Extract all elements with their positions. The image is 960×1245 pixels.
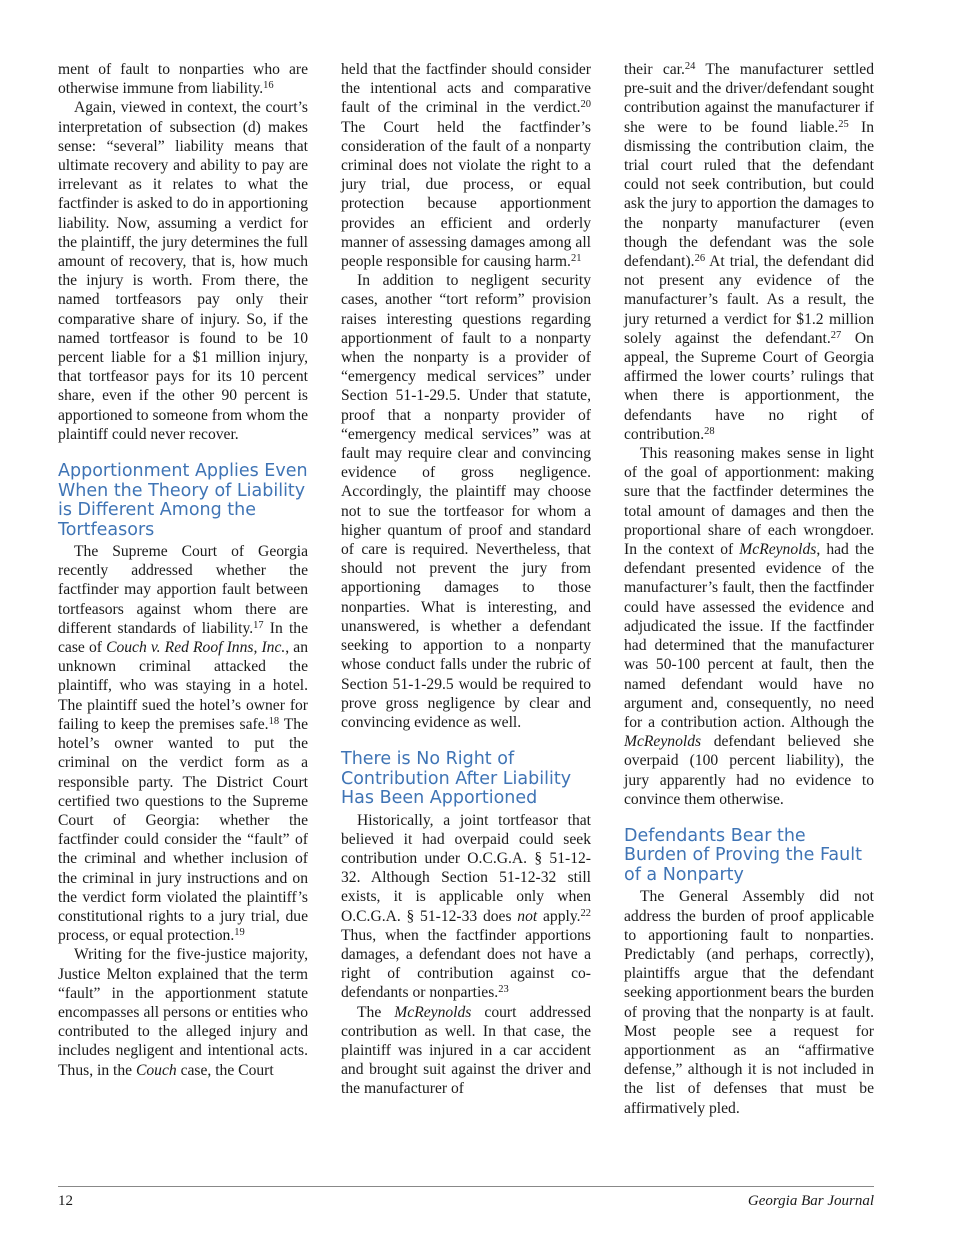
text: The Court held the factfinder’s consideration of the fault of a nonparty criminal does not violate the right to a jury trial, due process, or equal protection because apportionment provides an efficient and orderly manner of assessing damages among all people responsible for causing harm. <box>341 118 591 271</box>
text: The Supreme Court of Georgia recently addressed whether the factfinder may apportion fault between tortfeasors against whom there are different standards of liability. <box>58 543 308 637</box>
text: The <box>357 1003 395 1021</box>
section-heading: There is No Right of Contribution After Liability Has Been Apportioned <box>341 749 572 809</box>
text: The hotel’s owner wanted to put the criminal on the verdict form as a responsible party. The District Court certified two questions to the Supreme Court of Georgia: whether the factfinder could consider the “fault” of the criminal and whether inclusion of the criminal in jury instructions and on the verdict form violated the plaintiff’s constitutional rights to a jury trial, due process, or equal protection. <box>58 715 308 945</box>
paragraph: In addition to negligent security cases, another “tort reform” provision raises interesting questions regarding apportionment of fault to a nonparty when the nonparty is a provider of “emergency medical services” under Section 51-1-29.5. Under that statute, proof that a nonparty provider of “emergency medical services” was at fault may require clear and convincing evidence of gross negligence. Accordingly, the plaintiff may choose not to sue the tortfeasor for whom a higher quantum of proof and standard of care is required. Nevertheless, that should not prevent the jury from apportioning damages to those nonparties. What is interesting, and unanswered, is whether a defendant seeking to apportion to a nonparty whose conduct falls under the rubric of Section 51-1-29.5 would be required to prove gross negligence by clear and convincing evidence as well. <box>341 272 591 731</box>
footnote-ref: 25 <box>838 118 849 130</box>
footnote-ref: 27 <box>830 329 842 341</box>
page-number: 12 <box>58 1193 73 1209</box>
footnote-ref: 28 <box>704 425 715 437</box>
footnote-ref: 23 <box>498 984 509 996</box>
paragraph <box>58 945 308 1079</box>
paragraph <box>624 60 874 444</box>
text: court addressed contribution as well. In that case, the plaintiff was injured in a car accident and brought suit against the driver and the manufacturer of <box>341 1003 591 1098</box>
text: The manufacturer settled pre-suit and the driver/defendant sought contribution against the manufacturer if she were to be found liable. <box>624 61 874 136</box>
text: Writing for the five-justice majority, Justice Melton explained that the term “fault” in the apportionment statute encompasses all persons or entities who contributed to the alleged injury and includes negligent and intentional acts. Thus, in the <box>58 946 308 1079</box>
footnote-ref: 20 <box>580 99 591 111</box>
paragraph <box>341 811 591 1003</box>
journal-title: Georgia Bar Journal <box>747 1193 874 1209</box>
footer-rule <box>58 1186 874 1187</box>
paragraph <box>624 444 874 809</box>
text: apply. <box>537 907 581 925</box>
column-1 <box>58 60 308 1080</box>
footnote-ref: 22 <box>580 907 592 919</box>
text: In dismissing the contribution claim, the trial court ruled that the defendant could not seek contribution, but could ask the jury to apportion the damages to the nonparty manufacturer (even though the defendant was the sole defendant). <box>624 118 875 271</box>
emphasis: not <box>517 907 538 925</box>
text: case, the Court <box>176 1061 274 1079</box>
paragraph: The General Assembly did not address the burden of proof applicable to apportioning fault to nonparties. Predictably (and perhaps, correctly), plaintiffs argue that the defendant seeking apportionment bears the burden of proving that the nonparty is at fault. Most people see a request for apportionment as an “affirmative defense,” although it is not included in the list of defenses that must be affirmatively pled. <box>624 888 874 1117</box>
footnote-ref: 18 <box>268 715 280 727</box>
section-heading: Apportionment Applies Even When the Theory of Liability is Different Among the Tortfeasors <box>58 461 308 540</box>
text: Thus, when the factfinder apportions damages, a defendant does not have a right of contribution against co-defendants or nonparties. <box>341 926 591 1002</box>
section-heading: Defendants Bear the Burden of Proving the Fault of a Nonparty <box>624 825 862 885</box>
text: This reasoning makes sense in light of the goal of apportionment: making sure that the factfinder determines the total amount of damages and then the proportional share of each wrongdoer. In the context of <box>624 445 874 559</box>
column-2 <box>341 60 591 1099</box>
paragraph <box>58 542 308 945</box>
footnote-ref: 21 <box>570 253 582 265</box>
text: At trial, the defendant did not present any evidence of the manufacturer’s fault. As a result, the jury returned a verdict for $1.2 million solely against the defendant. <box>624 253 874 347</box>
text: , had the defendant presented evidence of the manufacturer’s fault, then the factfinder could have assessed the evidence and adjudicated the issue. If the factfinder had determined that the manufacturer was 50-100 percent at fault, then the named defendant would have no argument and, consequently, no need for a contribution action. Although the <box>624 541 874 731</box>
paragraph <box>341 1003 591 1099</box>
case-name: McReynolds <box>624 733 702 751</box>
text: , an unknown criminal attacked the plaintiff, who was staying in a hotel. The plaintiff sued the hotel’s owner for failing to keep the premises safe. <box>58 639 309 733</box>
footnote-ref: 16 <box>263 80 274 92</box>
text: defendant believed she overpaid (100 percent liability), the jury apparently had no evidence to convince them otherwise. <box>624 733 874 808</box>
footnote-ref: 17 <box>253 619 264 631</box>
footnote-ref: 26 <box>694 253 706 265</box>
text: In the case of <box>58 619 309 657</box>
text: Historically, a joint tortfeasor that believed it had overpaid could seek contribution under O.C.G.A. § 51-12-32. Although Section 51-12-32 still exists, it is applicable only when O.C.G.A. § 51-12-33 does <box>341 811 591 925</box>
case-name: McReynolds <box>394 1003 472 1021</box>
text: On appeal, the Supreme Court of Georgia affirmed the lower courts’ rulings that when there is apportionment, the defendants have no right of contribution. <box>624 329 874 443</box>
case-name: McReynolds <box>739 541 817 559</box>
paragraph <box>341 60 591 271</box>
case-name: Couch v. Red Roof Inns, Inc. <box>106 639 286 657</box>
column-3 <box>624 60 874 1118</box>
footnote-ref: 19 <box>234 927 245 939</box>
text: their car. <box>624 61 685 78</box>
text: ment of fault to nonparties who are otherwise immune from liability. <box>58 61 308 98</box>
footnote-ref: 24 <box>684 61 696 72</box>
text: held that the factfinder should consider the intentional acts and comparative fault of the criminal in the verdict. <box>341 61 591 117</box>
paragraph: Again, viewed in context, the court’s interpretation of subsection (d) makes sense: “several” liability means that ultimate recovery and ability to pay are irrelevant as it relates to what the factfinder is asked to do in apportioning liability. Now, assuming a verdict for the plaintiff, the jury determines the full amount of recovery, that is, how much the injury is worth. From there, the named tortfeasors pay only their comparative share of injury. So, if the named tortfeasor is found to be 10 percent liable for a $1 million injury, that tortfeasor pays for its 10 percent share, even if the other 90 percent is apportioned to someone from whom the plaintiff could never recover. <box>58 99 308 443</box>
case-name: Couch <box>135 1061 177 1079</box>
paragraph <box>58 60 308 98</box>
